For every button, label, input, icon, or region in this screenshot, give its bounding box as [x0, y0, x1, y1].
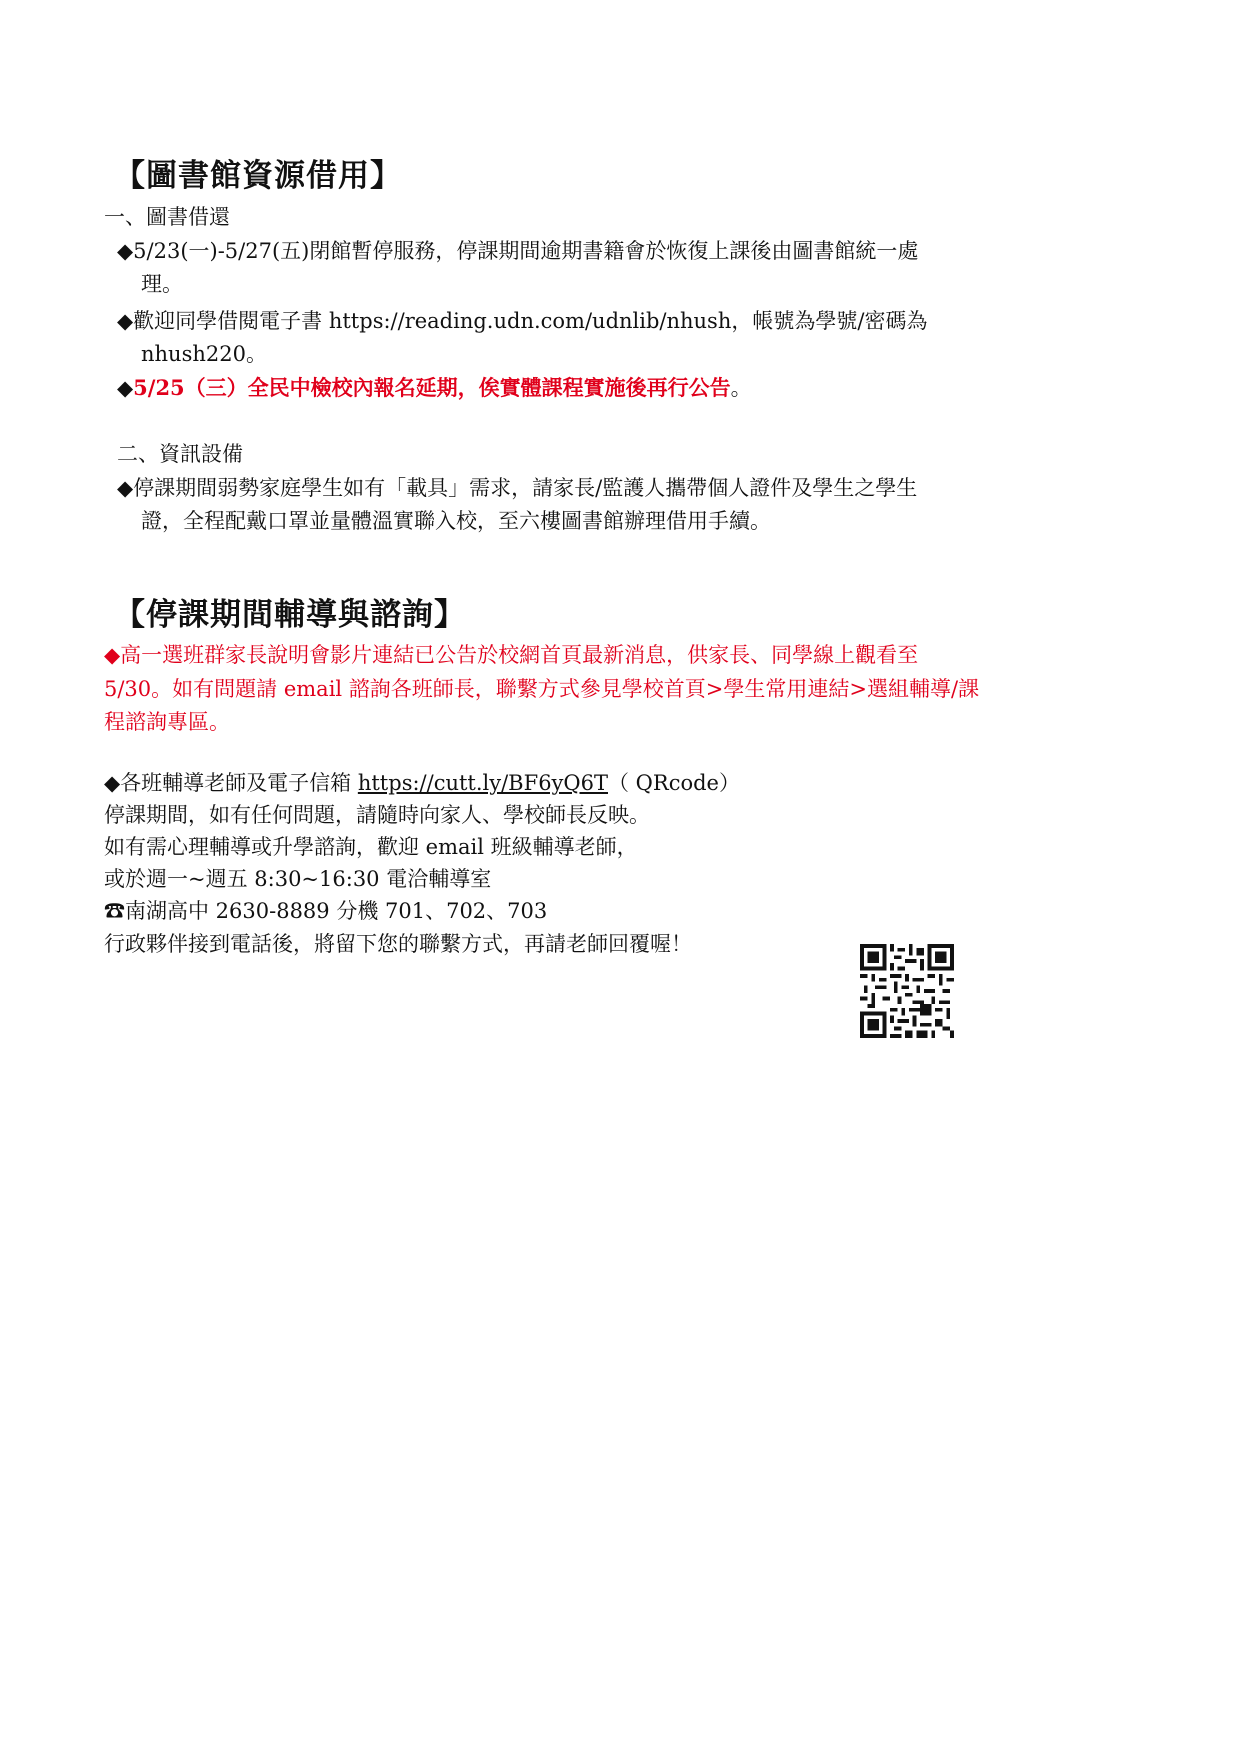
diamond-bullet-icon: ◆	[117, 239, 134, 263]
diamond-bullet-icon: ◆	[117, 476, 134, 500]
exam-postponed-text: 5/25（三）全民中檢校內報名延期，俟實體課程實施後再行公告	[133, 375, 731, 400]
library-section-title: 【圖書館資源借用】	[114, 158, 402, 194]
contact-line2: 停課期間，如有任何問題，請隨時向家人、學校師長反映。	[104, 803, 650, 827]
closure-notice-line2: 理。	[141, 272, 183, 296]
diamond-bullet-icon: ◆	[104, 643, 121, 667]
ebook-notice-line2: nhush220。	[141, 342, 267, 366]
counselor-email-line: ◆各班輔導老師及電子信箱 https://cutt.ly/BF6yQ6T（ QRcode）	[104, 768, 740, 798]
device-loan-line2: 證，全程配戴口罩並量體溫實聯入校，至六樓圖書館辦理借用手續。	[141, 509, 771, 533]
contact-line4: 或於週一~週五 8:30~16:30 電洽輔導室	[104, 867, 492, 891]
ebook-notice-line1: ◆歡迎同學借閱電子書 https://reading.udn.com/udnlib/nhush，帳號為學號/密碼為	[117, 306, 927, 336]
counseling-section-title: 【停課期間輔導與諮詢】	[114, 597, 466, 633]
diamond-bullet-icon: ◆	[117, 309, 134, 333]
parent-briefing-line1: ◆高一選班群家長說明會影片連結已公告於校網首頁最新消息，供家長、同學線上觀看至	[104, 640, 918, 670]
contact-line6: 行政夥伴接到電話後，將留下您的聯繫方式，再請老師回覆喔！	[104, 932, 692, 956]
device-loan-line1: ◆停課期間弱勢家庭學生如有「載具」需求，請家長/監護人攜帶個人證件及學生之學生	[117, 473, 917, 503]
qr-code-icon[interactable]	[860, 944, 954, 1038]
contact-phone-line: ☎南湖高中 2630-8889 分機 701、702、703	[104, 899, 548, 923]
contact-line3: 如有需心理輔導或升學諮詢，歡迎 email 班級輔導老師，	[104, 835, 638, 859]
parent-briefing-line2: 5/30。如有問題請 email 諮詢各班師長，聯繫方式參見學校首頁>學生常用連結>選組輔導/課	[104, 677, 980, 701]
parent-briefing-line3: 程諮詢專區。	[104, 710, 230, 734]
closure-notice-line1: ◆5/23(一)-5/27(五)閉館暫停服務，停課期間逾期書籍會於恢復上課後由圖書館統一處	[117, 236, 918, 266]
counselor-email-link[interactable]: https://cutt.ly/BF6yQ6T	[357, 771, 608, 795]
exam-postponed-notice: ◆5/25（三）全民中檢校內報名延期，俟實體課程實施後再行公告。	[117, 373, 752, 403]
diamond-bullet-icon: ◆	[104, 771, 121, 795]
ebook-url: https://reading.udn.com/udnlib/nhush	[328, 309, 732, 333]
it-equipment-subtitle: 二、資訊設備	[117, 442, 243, 466]
phone-icon: ☎	[104, 899, 125, 923]
diamond-bullet-icon: ◆	[117, 376, 134, 400]
book-lending-subtitle: 一、圖書借還	[104, 205, 230, 229]
